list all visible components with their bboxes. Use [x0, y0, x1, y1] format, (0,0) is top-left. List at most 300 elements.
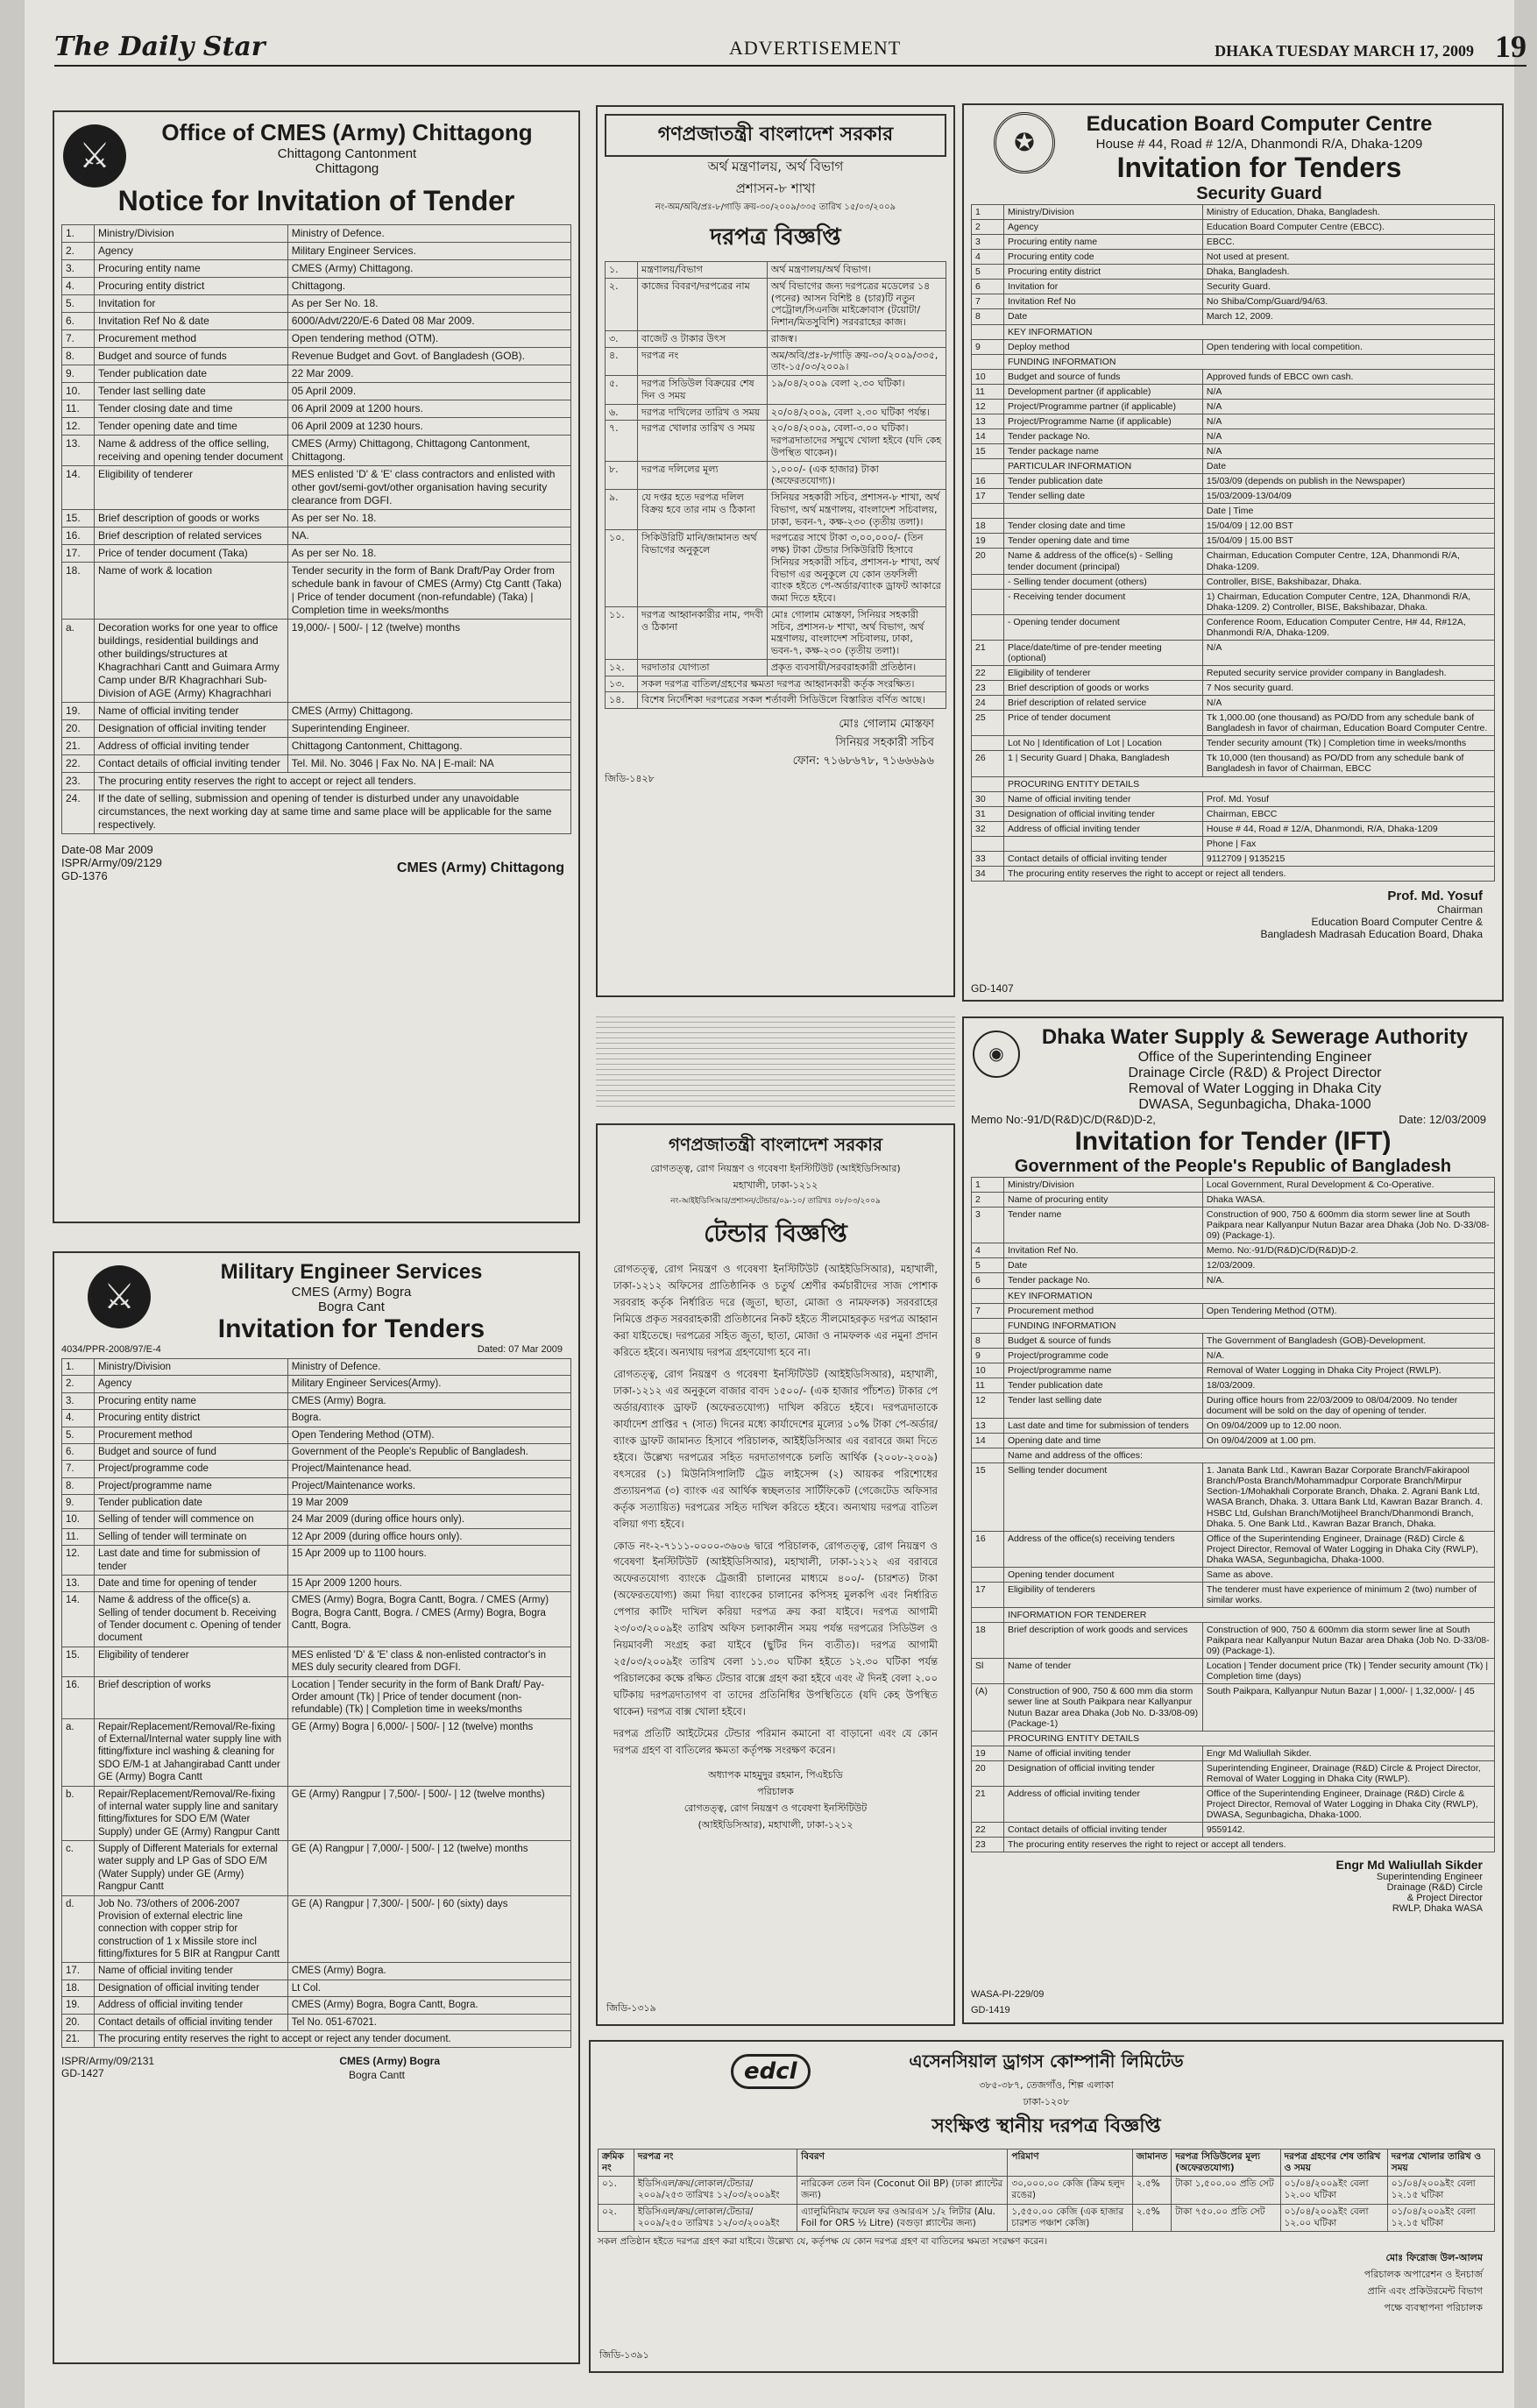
issue-date: DHAKA TUESDAY MARCH 17, 2009 [1215, 42, 1474, 60]
row-value: Prof. Md. Yosuf [1202, 791, 1494, 806]
row-number: ৭. [606, 421, 638, 461]
column-header: দরপত্র সিডিউলের মূল্য (অফেরতযোগ্য) [1172, 2149, 1280, 2177]
row-value: Lt Col. [287, 1980, 570, 1996]
row-value: সিনিয়র সহকারী সচিব, প্রশাসন-৮ শাখা, অর্থ বিভাগ, অর্থ মন্ত্রণালয়, বাংলাদেশ সচিবালয়, ঢাকা, ভবন-৭, কক্ষ-২৩০ (তৃতীয় তলা)। [767, 490, 946, 530]
row-number [972, 1567, 1004, 1582]
table-row [62, 2030, 571, 2047]
edcl-logo: edcl [731, 2054, 811, 2089]
ad-subtitle: রোগতত্ত্ব, রোগ নিয়ন্ত্রণ ও গবেষণা ইনস্টিটিউট (আইইডিসিআর) [650, 1163, 901, 1174]
row-label: Project/programme name [1004, 1363, 1203, 1378]
row-value: 06 April 2009 at 1230 hours. [287, 418, 570, 436]
row-value: Open Tendering Method (OTM). [287, 1427, 570, 1443]
row-number: 4. [62, 1410, 95, 1427]
row-value: Office of the Superintending Engineer, Drainage (R&D) Circle & Project Director, Removal of Water Logging in Dhaka City (RWLP), DWASA, Segunbagicha, Dhaka-1000. [1202, 1786, 1494, 1822]
row-number: 15 [972, 444, 1004, 459]
row-value: Chittagong Cantonment, Chittagong. [287, 738, 570, 755]
row-number: 15. [62, 510, 95, 528]
ad-cmes-chittagong [53, 110, 580, 1223]
row-label: Budget and source of fund [95, 1443, 288, 1460]
ad-title: গণপ্রজাতন্ত্রী বাংলাদেশ সরকার [605, 114, 946, 157]
row-number: 17 [972, 489, 1004, 504]
row-label: Decoration works for one year to office buildings, residential buildings and other buildings/structures at Khagrachhari Cantt and Guimara Army Camp under B/R Khagrachhari Sub-Division of AGE (Army) Khagrachhari [95, 620, 288, 703]
row-label: Brief description of related services [95, 528, 288, 545]
row-label: Project/programme code [95, 1461, 288, 1477]
table-row [606, 421, 946, 461]
row-number: 24. [62, 790, 95, 834]
table-row [972, 474, 1495, 489]
row-value: Ministry of Defence. [287, 225, 570, 243]
row-value: Tender security in the form of Bank Draft/Pay Order from schedule bank in favour of CMES (Army) Ctg Cantt (Taka) | Price of tender document (non-refundable) (Taka) | Completion time in weeks/months [287, 563, 570, 620]
row-label: Repair/Replacement/Removal/Re-fixing of External/Internal water supply line with fitting/fixture incl washing & cleaning for SDO E/M-1 at Jahangirabad Cantt under GE (Army) Bogra Cantt [95, 1718, 288, 1786]
table-cell: ০১. [599, 2177, 634, 2204]
row-number [972, 1448, 1004, 1463]
row-label: Name of work & location [95, 563, 288, 620]
row-number [972, 1288, 1004, 1303]
table-row [62, 313, 571, 330]
table-row [606, 676, 946, 692]
table-row [62, 545, 571, 563]
masthead [54, 25, 1526, 67]
table-row [62, 1495, 571, 1512]
table-row [972, 324, 1495, 339]
notice-heading: টেন্ডার বিজ্ঞপ্তি [704, 1219, 847, 1248]
table-row [62, 1528, 571, 1545]
row-label: Procurement method [1004, 1303, 1203, 1318]
paper-logo: The Daily Star [54, 32, 266, 62]
row-number: 11. [62, 400, 95, 418]
table-row [972, 459, 1495, 474]
ad-title: Dhaka Water Supply & Sewerage Authority [1041, 1025, 1469, 1049]
table-row [62, 528, 571, 545]
row-label: Deploy method [1004, 339, 1203, 354]
ad-title: Education Board Computer Centre [1086, 112, 1433, 136]
table-row [972, 294, 1495, 309]
ad-ebcc [962, 103, 1504, 1002]
row-number: 17. [62, 545, 95, 563]
row-number: 10 [972, 1363, 1004, 1378]
table-cell: টাকা ১,৫০০.০০ প্রতি সেট [1172, 2177, 1280, 2204]
table-row [972, 205, 1495, 220]
row-label: Tender publication date [95, 365, 288, 383]
row-number: 16 [972, 1531, 1004, 1567]
row-value: Ministry of Defence. [287, 1359, 570, 1376]
office-line: Drainage Circle (R&D) & Project Director [1128, 1066, 1382, 1080]
row-value: The tenderer must have experience of minimum 2 (two) number of similar works. [1202, 1582, 1494, 1607]
row-label: Budget and source of funds [95, 348, 288, 365]
table-row [972, 1838, 1495, 1852]
table-cell: ০১/০৪/২০০৯ইং বেলা ১২.০০ ঘটিকা [1280, 2204, 1387, 2231]
row-number: 21 [972, 1786, 1004, 1822]
row-value: GE (A) Rangpur | 7,300/- | 500/- | 60 (sixty) days [287, 1895, 570, 1963]
table-row [972, 220, 1495, 235]
row-label: Tender last selling date [95, 383, 288, 400]
table-row [972, 399, 1495, 414]
row-number: ১১. [606, 606, 638, 659]
table-row [972, 589, 1495, 614]
row-value: Controller, BISE, Bakshibazar, Dhaka. [1202, 574, 1494, 589]
table-row [972, 1303, 1495, 1318]
table-row [62, 1895, 571, 1963]
row-value: N/A [1202, 696, 1494, 711]
row-value: 19 Mar 2009 [287, 1495, 570, 1512]
table-row [62, 400, 571, 418]
row-number: 21. [62, 738, 95, 755]
row-number: 3 [972, 1208, 1004, 1243]
row-number: 19. [62, 1997, 95, 2014]
row-value: N/A [1202, 399, 1494, 414]
row-number: 19 [972, 534, 1004, 549]
row-number: 8 [972, 1333, 1004, 1348]
table-row [62, 703, 571, 720]
table-row [62, 1963, 571, 1980]
row-number: 9 [972, 339, 1004, 354]
row-label: Selling of tender will terminate on [95, 1528, 288, 1545]
row-label: Procurement method [95, 330, 288, 348]
row-label [1004, 836, 1203, 851]
table-row [972, 640, 1495, 665]
tender-table [598, 2149, 1495, 2232]
ref-number: নং-অম/অবি/প্রঃ-৮/গাড়ি ক্রয়-৩০/২০০৯/৩৩৫ তারিখ ১৫/০৩/২০০৯ [655, 202, 896, 212]
row-value: 1) Chairman, Education Computer Centre, 12A, Dhanmondi R/A, Dhaka-1209. 2) Controller, BISE, Bakshibazar, Dhaka. [1202, 589, 1494, 614]
row-value: Chairman, EBCC [1202, 806, 1494, 821]
row-value: South Paikpara, Kallyanpur Nutun Bazar | 1,000/- | 1,32,000/- | 45 [1202, 1684, 1494, 1731]
row-label: - Selling tender document (others) [1004, 574, 1203, 589]
table-row [972, 836, 1495, 851]
ispr-ref: ISPR/Army/09/2131 [61, 2055, 155, 2068]
row-value: Date [1202, 459, 1494, 474]
ad-address: House # 44, Road # 12/A, Dhanmondi R/A, Dhaka-1209 [1095, 137, 1423, 152]
row-number: 24 [972, 696, 1004, 711]
row-value: অম/অবি/প্রঃ-৮/গাড়ি ক্রয়-৩০/২০০৯/৩৩৫, তাং-১৫/০৩/২০০৯। [767, 347, 946, 376]
row-number: 19. [62, 703, 95, 720]
signatory-office: Bangladesh Madrasah Education Board, Dhaka [1260, 927, 1483, 940]
row-label: Tender publication date [1004, 1378, 1203, 1392]
row-label: - Opening tender document [1004, 614, 1203, 640]
row-number: ১০. [606, 530, 638, 607]
table-row [62, 1647, 571, 1676]
table-row [606, 606, 946, 659]
row-label: KEY INFORMATION [1004, 324, 1495, 339]
table-row [972, 1823, 1495, 1838]
row-number: 10. [62, 383, 95, 400]
tender-table [971, 1177, 1495, 1852]
row-label: Name and address of the offices: [1004, 1448, 1495, 1463]
row-number: 11 [972, 1378, 1004, 1392]
row-label: Project/Programme Name (if applicable) [1004, 414, 1203, 428]
row-number: 7. [62, 1461, 95, 1477]
row-label: Name & address of the office(s) a. Selling of tender document b. Receiving of Tender document c. Opening of tender document [95, 1592, 288, 1647]
table-row [972, 681, 1495, 696]
row-label: দরদাতার যোগ্যতা [638, 659, 768, 676]
row-number: 2 [972, 1193, 1004, 1208]
row-value: Project/Maintenance works. [287, 1477, 570, 1494]
row-value: 9559142. [1202, 1823, 1494, 1838]
ad-subtitle: অর্থ মন্ত্রণালয়, অর্থ বিভাগ [707, 159, 844, 174]
row-label: Tender selling date [1004, 489, 1203, 504]
office-line: Office of the Superintending Engineer [1137, 1050, 1372, 1065]
row-label: Name & address of the office selling, receiving and opening tender document [95, 436, 288, 466]
row-label: The procuring entity reserves the right to accept or reject all tenders. [95, 773, 571, 790]
table-row [972, 791, 1495, 806]
signatory-title: Superintending Engineer [1376, 1872, 1483, 1883]
row-label: Invitation Ref No [1004, 294, 1203, 309]
table-row [972, 250, 1495, 265]
table-row [972, 1378, 1495, 1392]
row-number: 20. [62, 2014, 95, 2030]
row-label: দরপত্র খোলার তারিখ ও সময় [638, 421, 768, 461]
row-number: 16. [62, 1676, 95, 1718]
row-label: Tender publication date [95, 1495, 288, 1512]
row-value: GE (A) Rangpur | 7,000/- | 500/- | 12 (twelve) months [287, 1841, 570, 1896]
row-number: ৫. [606, 376, 638, 405]
body-paragraph: রোগতত্ত্ব, রোগ নিয়ন্ত্রণ ও গবেষণা ইনস্টিটিউট (আইইডিসিআর), মহাখালী, ঢাকা-১২১২ এর অনুকূলে বাজার বাবদ ১৫০০/- (এক হাজার পাঁচশত) টাকার পে অর্ডার/ব্যাংক ড্রাফট (অফেরতযোগ্য) দাখিল করিতে হইবে। দরপত্রদাতাকে কার্যাদেশ প্রাপ্তির ৭ (সাত) দিনের মধ্যে কার্যাদেশের মূল্যের ১০% টাকা পে-অর্ডার/ব্যাংক ড্রাফট জামানত হিসাবে পরিচালক, আইইডিসিআর এর বরাবরে জমা দিতে হইবে। উল্লেখ্য দরপত্রের সহিত দরদাতাগণকে চলতি আর্থিক (২০০৮-২০০৯) বৎসরের (১) মিউনিসিপালিটি ট্রেড লাইসেন্স (২) আয়কর পরিশোধের প্রত্যায়নপত্র (৩) ব্যাংক এর আর্থিক স্বচ্ছলতার সার্টিফিকেট (গেজেটেড অফিসার কর্তৃক সত্যায়িত) দরপত্রের সহিত দাখিল করিতে হইবে। অন্যথায় দরপত্র বাতিল বলিয়া গণ্য হইবে। [613, 1367, 938, 1530]
signature: CMES (Army) Bogra [339, 2055, 440, 2068]
row-label: Ministry/Division [1004, 1178, 1203, 1193]
row-number: 22. [62, 755, 95, 773]
row-value: Open Tendering Method (OTM). [1202, 1303, 1494, 1318]
table-row [62, 278, 571, 295]
signature-place: Bogra Cantt [348, 2069, 405, 2082]
row-label: PARTICULAR INFORMATION [1004, 459, 1203, 474]
row-number: c. [62, 1841, 95, 1896]
row-value: CMES (Army) Chittagong. [287, 703, 570, 720]
table-row [972, 1273, 1495, 1288]
row-value: CMES (Army) Chittagong, Chittagong Cantonment, Chittagong. [287, 436, 570, 466]
row-number: 30 [972, 791, 1004, 806]
row-value: 18/03/2009. [1202, 1378, 1494, 1392]
table-row [972, 1193, 1495, 1208]
table-row [606, 278, 946, 330]
row-label: Invitation for [95, 295, 288, 313]
row-label: Address of official inviting tender [1004, 1786, 1203, 1822]
row-number: 18 [972, 519, 1004, 534]
signatory-title: Drainage (R&D) Circle [1386, 1882, 1483, 1894]
signatory-title: সিনিয়র সহকারী সচিব [835, 736, 934, 749]
row-label: Designation of official inviting tender [95, 1980, 288, 1996]
column-header: দরপত্র গ্রহণের শেষ তারিখ ও সময় [1280, 2149, 1387, 2177]
table-cell: ২.৫% [1132, 2204, 1171, 2231]
row-value: Location | Tender security in the form of Bank Draft/ Pay-Order amount (Tk) | Price of tender document (non-refundable) (Tk) | Completion time in weeks/months [287, 1676, 570, 1718]
body-paragraph: রোগতত্ত্ব, রোগ নিয়ন্ত্রণ ও গবেষণা ইনস্টিটিউট (আইইডিসিআর), মহাখালী, ঢাকা-১২১২ অফিসের প্রাতিষ্ঠানিক ও চতুর্থ শ্রেণীর কর্মচারীদের সাজ পোশাক সরবরাহ কর্তৃক নির্ধারিত দরে (জুতা, ছাতা, মোজা ও নামফলক) সরবরাহের নিমিত্তে প্রকৃত সরবরাহকারী প্রতিষ্ঠানের নিকট হইতে সীলমোহরকৃত দরপত্র আহ্বান করা যাইতেছে। দরপত্রের সহিত জুতা, ছাতা, মোজা ও নামফলক এর নমুনা প্রদান করিতে হইবে। অন্যথায় দরপত্র গ্রহণযোগ্য হবে না। [613, 1263, 938, 1358]
row-number: 19 [972, 1746, 1004, 1760]
row-number: 17. [62, 1963, 95, 1980]
row-number [972, 836, 1004, 851]
row-value: প্রকৃত ব্যবসায়ী/সরবরাহকারী প্রতিষ্ঠান। [767, 659, 946, 676]
signatory-title: পরিচালক [757, 1786, 794, 1798]
row-value: CMES (Army) Bogra. [287, 1392, 570, 1409]
row-label: Name of official inviting tender [1004, 1746, 1203, 1760]
table-header [599, 2149, 1495, 2177]
row-value: Revenue Budget and Govt. of Bangladesh (GOB). [287, 348, 570, 365]
row-number: 8. [62, 1477, 95, 1494]
row-label: Tender closing date and time [95, 400, 288, 418]
row-value: CMES (Army) Bogra, Bogra Cantt, Bogra. / CMES (Army) Bogra, Bogra Cantt, Bogra. / CMES (Army) Bogra, Bogra Cantt, Bogra. [287, 1592, 570, 1647]
table-row [62, 1575, 571, 1591]
row-value: NA. [287, 528, 570, 545]
row-number: 34 [972, 866, 1004, 881]
row-value: EBCC. [1202, 235, 1494, 250]
row-number: 5. [62, 1427, 95, 1443]
row-number [972, 324, 1004, 339]
row-label: Name of tender [1004, 1659, 1203, 1684]
row-label: PROCURING ENTITY DETAILS [1004, 776, 1495, 791]
row-value: Education Board Computer Centre (EBCC). [1202, 220, 1494, 235]
row-label: Designation of official inviting tender [95, 720, 288, 738]
table-row [62, 620, 571, 703]
row-value: ২০/০৪/২০০৯, বেলা-৩.০০ ঘটিকা। দরপত্রদাতাদের সম্মুখে খোলা হইবে (যদি কেহ উপস্থিত থাকেন)। [767, 421, 946, 461]
row-value: মোঃ গোলাম মোস্তফা, সিনিয়র সহকারী সচিব, প্রশাসন-৮ শাখা, অর্থ বিভাগ, অর্থ মন্ত্রণালয়, বাংলাদেশ সচিবালয়, ঢাকা, ভবন-৭, কক্ষ-২৩০ (তৃতীয় তলা)। [767, 606, 946, 659]
table-row [62, 295, 571, 313]
row-value: 24 Mar 2009 (during office hours only). [287, 1512, 570, 1528]
signatory-title: পক্ষে ব্যবস্থাপনা পরিচালক [1384, 2301, 1483, 2313]
row-label: FUNDING INFORMATION [1004, 354, 1495, 369]
row-label: দরপত্র দাখিলের তারিখ ও সময় [638, 404, 768, 421]
table-cell: ১,৫৫০.০০ কেজি (এক হাজার চারশত পঞ্চাশ কেজি) [1008, 2204, 1132, 2231]
table-row [972, 1448, 1495, 1463]
table-row [972, 504, 1495, 519]
signatory-title: প্রানি এবং প্রকিউরমেন্ট বিভাগ [1367, 2284, 1483, 2297]
row-label: Lot No | Identification of Lot | Location [1004, 736, 1203, 751]
row-label: দরপত্র আহ্বানকারীর নাম, পদবী ও ঠিকানা [638, 606, 768, 659]
ad-title: গণপ্রজাতন্ত্রী বাংলাদেশ সরকার [669, 1134, 882, 1155]
table-row [972, 1392, 1495, 1418]
row-number [972, 504, 1004, 519]
row-number: 2 [972, 220, 1004, 235]
row-number: (A) [972, 1684, 1004, 1731]
table-cell: ২.৫% [1132, 2177, 1171, 2204]
row-value: CMES (Army) Bogra, Bogra Cantt, Bogra. [287, 1997, 570, 2014]
row-number: 23 [972, 1838, 1004, 1852]
table-row [972, 1208, 1495, 1243]
row-label: Contact details of official inviting tender [1004, 851, 1203, 866]
row-value: Government of the People's Republic of Bangladesh. [287, 1443, 570, 1460]
table-row [606, 530, 946, 607]
table-row [972, 489, 1495, 504]
row-number: 8 [972, 309, 1004, 324]
row-label: Eligibility of tenderer [95, 466, 288, 510]
row-value: ১,০০০/- (এক হাজার) টাকা (অফেরতযোগ্য)। [767, 461, 946, 490]
table-row [606, 659, 946, 676]
row-value: Local Government, Rural Development & Co-Operative. [1202, 1178, 1494, 1193]
table-row [972, 1684, 1495, 1731]
ref-number: 4034/PPR-2008/97/E-4 [61, 1344, 161, 1355]
row-value: অর্থ বিভাগের জন্য দরপত্রের মডেলের ১৪ (পনের) আসন বিশিষ্ট ৪ (চার)টি নতুন পেট্রোল/সিএনজি মাইক্রোবাস (টয়োটা/নিশান/মিতসুবিশি) সরবরাহের কাজ। [767, 278, 946, 330]
row-number: ৪. [606, 347, 638, 376]
signatory-address: (আইইডিসিআর), মহাখালী, ঢাকা-১২১২ [698, 1819, 853, 1831]
row-label: Ministry/Division [95, 225, 288, 243]
row-value: Memo. No:-91/D(R&D)C/D(R&D)D-2. [1202, 1243, 1494, 1258]
row-label: মন্ত্রণালয়/বিভাগ [638, 262, 768, 279]
page-number: 19 [1495, 29, 1526, 64]
table-row [606, 461, 946, 490]
table-row [62, 348, 571, 365]
row-number: 2. [62, 243, 95, 260]
row-label: Name of official inviting tender [1004, 791, 1203, 806]
table-cell: টাকা ৭৫০.০০ প্রতি সেট [1172, 2204, 1280, 2231]
row-label: বিশেষ নির্দেশিকা দরপত্রের সকল শর্তাবলী সিডিউলে বিস্তারিত বর্ণিত আছে। [638, 692, 946, 709]
row-label: Selling tender document [1004, 1463, 1203, 1531]
row-value: During office hours from 22/03/2009 to 08/04/2009. No tender document will be sold on the day of opening of tender. [1202, 1392, 1494, 1418]
row-value: N/A [1202, 428, 1494, 443]
signatory-office: Education Board Computer Centre & [1311, 915, 1483, 928]
row-number: 18 [972, 1623, 1004, 1659]
table-row [62, 563, 571, 620]
row-value: Security Guard. [1202, 280, 1494, 294]
row-number: 13 [972, 1419, 1004, 1434]
table-row [62, 383, 571, 400]
row-number [972, 1731, 1004, 1746]
table-cell: ০১/০৪/২০০৯ইং বেলা ১২.১৫ ঘটিকা [1387, 2177, 1494, 2204]
row-number: 4 [972, 250, 1004, 265]
row-number: 18. [62, 563, 95, 620]
row-number: 22 [972, 666, 1004, 681]
row-value: 15 Apr 2009 1200 hours. [287, 1575, 570, 1591]
row-value: 12 Apr 2009 (during office hours only). [287, 1528, 570, 1545]
row-number: 16 [972, 474, 1004, 489]
table-row [62, 1841, 571, 1896]
row-number: 20. [62, 720, 95, 738]
row-value: Tel No. 051-67021. [287, 2014, 570, 2030]
table-row [599, 2204, 1495, 2231]
row-number: 1 [972, 205, 1004, 220]
wasa-logo-icon: ◉ [973, 1030, 1020, 1078]
table-row [62, 330, 571, 348]
row-label: Price of tender document (Taka) [95, 545, 288, 563]
separator-rule [596, 1016, 955, 1111]
signatory-title: পরিচালক অপারেশন ও ইনচার্জ [1363, 2268, 1483, 2280]
table-row [972, 806, 1495, 821]
table-row [972, 1318, 1495, 1333]
notice-heading: Invitation for Tender (IFT) [1074, 1127, 1392, 1156]
row-number: ১২. [606, 659, 638, 676]
row-number: ১. [606, 262, 638, 279]
row-label: Agency [1004, 220, 1203, 235]
table-row [606, 347, 946, 376]
row-value: 15/04/09 | 15.00 BST [1202, 534, 1494, 549]
table-row [972, 776, 1495, 791]
table-row [62, 2014, 571, 2030]
table-row [62, 243, 571, 260]
row-label: Tender package No. [1004, 1273, 1203, 1288]
row-value: Military Engineer Services(Army). [287, 1376, 570, 1392]
ad-mes-bogra [53, 1251, 580, 2364]
column-header: জামানত [1132, 2149, 1171, 2177]
row-label: Development partner (if applicable) [1004, 384, 1203, 399]
row-label: The procuring entity reserves the right to reject or accept all tenders. [1004, 1838, 1495, 1852]
row-label: Agency [95, 1376, 288, 1392]
table-row [972, 339, 1495, 354]
table-row [972, 1288, 1495, 1303]
signatory-name: মোঃ গোলাম মোস্তফা [839, 718, 934, 731]
row-number: 6. [62, 313, 95, 330]
row-value: Tk 1,000.00 (one thousand) as PO/DD from any schedule bank of Bangladesh in favor of chairman, Education Board Computer Centre. [1202, 711, 1494, 736]
government-line: Government of the People's Republic of Bangladesh [1014, 1157, 1452, 1176]
row-label: সিকিউরিটি মানি/জামানত অর্থ বিভাগের অনুকূলে [638, 530, 768, 607]
table-row [972, 614, 1495, 640]
table-cell: নারিকেল তেল বিন (Coconut Oil BP) (ঢাকা প্ল্যান্টের জন্য) [797, 2177, 1008, 2204]
row-value: Tender security amount (Tk) | Completion time in weeks/months [1202, 736, 1494, 751]
office-line: DWASA, Segunbagicha, Dhaka-1000 [1138, 1097, 1371, 1112]
notice-heading: Notice for Invitation of Tender [117, 185, 515, 216]
row-value: Dhaka WASA. [1202, 1193, 1494, 1208]
ad-date: Date-08 Mar 2009 [61, 843, 153, 856]
row-number: ২. [606, 278, 638, 330]
row-number: 7 [972, 294, 1004, 309]
row-label: Tender package name [1004, 444, 1203, 459]
row-number: 32 [972, 821, 1004, 836]
tender-table [61, 1358, 571, 2048]
row-value: 05 April 2009. [287, 383, 570, 400]
